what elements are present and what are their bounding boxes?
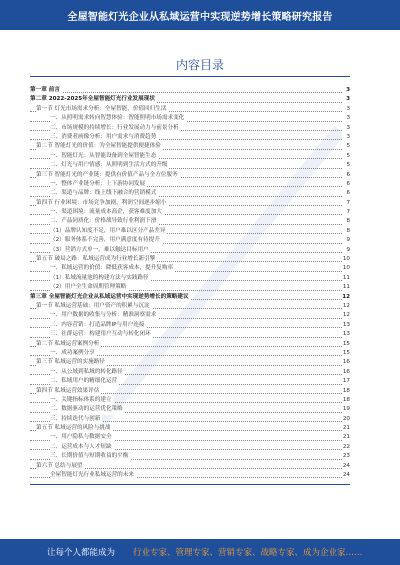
toc-entry[interactable] — [30, 199, 350, 208]
toc-entry[interactable] — [30, 227, 350, 236]
toc-entry-label: 第一章 前言 — [30, 86, 62, 95]
toc-entry[interactable] — [30, 330, 350, 339]
toc-entry-label: 二、数据驱动的运营优化策略 — [50, 405, 125, 414]
footer-slogan-right: 行业专家、管理专家、营销专家、战略专家、成为企业家…… — [133, 548, 363, 558]
toc-bottom-rule — [30, 484, 350, 485]
footer-bar — [0, 539, 400, 565]
toc-entry-page: 5 — [342, 152, 350, 161]
toc-entry-label: （1）私域流量池的构建方法与实践路径 — [50, 274, 151, 283]
toc-entry-page: 21 — [342, 433, 350, 442]
toc-entry[interactable] — [30, 387, 350, 396]
toc-entry-page: 3 — [342, 86, 350, 95]
toc-entry[interactable] — [30, 274, 350, 283]
toc-entry-label: 第三节 智能灯光的产业链：提供有价值产品与全方位服务 — [36, 171, 180, 180]
toc-entry[interactable] — [30, 433, 350, 442]
toc-entry[interactable] — [30, 415, 350, 424]
toc-entry-label: （3）营销方式单一，难以触达目标用户 — [50, 246, 151, 255]
toc-entry-label: 三、社群运营：构建用户互动与转化闭环 — [50, 330, 153, 339]
toc-entry[interactable] — [30, 152, 350, 161]
toc-entry[interactable] — [30, 86, 350, 95]
toc-entry-label: 一、用户隐私与数据安全 — [50, 433, 114, 442]
report-title: 全屋智能灯光企业从私域运营中实现逆势增长策略研究报告 — [67, 12, 333, 23]
toc-entry[interactable] — [30, 462, 350, 471]
toc-leader-dots — [30, 92, 342, 93]
toc-entry-page: 7 — [342, 208, 350, 217]
toc-entry[interactable] — [30, 142, 350, 151]
toc-entry[interactable] — [30, 349, 350, 358]
toc-entry-label: 二、渠道与品牌：线上线下融合的营销模式 — [50, 189, 158, 198]
toc-entry-label: 第四节 行业困境：市场竞争加剧，利润空间逐步缩小 — [36, 199, 168, 208]
toc-entry[interactable] — [30, 405, 350, 414]
toc-entry-label: 第二章 2022-2025年全屋智能灯光行业发展现状 — [30, 95, 157, 104]
toc-entry-page: 23 — [342, 452, 350, 461]
toc-entry-page: 24 — [342, 462, 350, 471]
toc-entry-label: 一、私域运营的价值：降低获客成本，提升复购率 — [50, 264, 175, 273]
toc-entry-page: 24 — [342, 471, 350, 480]
toc-entry-label: 第三节 私域运营的实施路径 — [36, 358, 107, 367]
toc-entry-page: 21 — [342, 424, 350, 433]
toc-entry[interactable] — [30, 340, 350, 349]
table-of-contents — [30, 86, 350, 480]
toc-entry-page: 10 — [342, 255, 350, 264]
toc-entry-label: （2）用户全生命周期管理策略 — [50, 283, 128, 292]
toc-entry-label: 一、渠道困境：流量成本高企，获客难度加大 — [50, 208, 164, 217]
toc-entry-label: 三、消费者画像分析：用户需求与消费趋势 — [50, 133, 158, 142]
toc-entry-label: 第一节 私域运营基础：用户资产的积累与沉淀 — [36, 302, 152, 311]
toc-entry[interactable] — [30, 358, 350, 367]
toc-entry-label: 一、关键指标体系的建立 — [50, 396, 114, 405]
toc-entry[interactable] — [30, 114, 350, 123]
toc-entry-page: 20 — [342, 415, 350, 424]
toc-entry-page: 3 — [342, 133, 350, 142]
toc-entry-page: 16 — [342, 358, 350, 367]
toc-entry-page: 15 — [342, 340, 350, 349]
toc-entry[interactable] — [30, 95, 350, 104]
header-bar — [0, 0, 400, 30]
footer-slogan-left: 让每个人都能成为 — [47, 548, 116, 558]
toc-entry[interactable] — [30, 105, 350, 114]
toc-entry-page: 11 — [342, 274, 350, 283]
toc-entry-label: 一、整体产业链分析：上下游协同发展 — [50, 180, 147, 189]
toc-entry-page: 8 — [342, 217, 350, 226]
toc-entry-label: 第六节 总结与展望 — [36, 462, 85, 471]
toc-entry-label: 二、灯光与用户情感：从照明到生活方式的升级 — [50, 161, 169, 170]
toc-entry-page: 5 — [342, 142, 350, 151]
toc-entry-label: 第四节 私域运营效果评估 — [36, 387, 101, 396]
toc-entry-page: 6 — [342, 171, 350, 180]
toc-entry-page: 9 — [342, 236, 350, 245]
toc-entry-page: 8 — [342, 227, 350, 236]
toc-entry-page: 22 — [342, 443, 350, 452]
toc-entry[interactable] — [30, 321, 350, 330]
toc-entry-label: 一、从公域到私域的转化路径 — [50, 368, 125, 377]
toc-entry-label: 二、内容营销：打造品牌IP与用户连接 — [50, 321, 147, 330]
toc-entry-label: 第一节 灯光市场需求分析：全屋智能，价值回归生活 — [36, 105, 168, 114]
toc-entry[interactable] — [30, 236, 350, 245]
toc-entry-label: 一、从照明需求转向智慧体验：智能照明市场需求变化 — [50, 114, 186, 123]
toc-entry-page: 13 — [342, 330, 350, 339]
toc-entry[interactable] — [30, 452, 350, 461]
toc-entry[interactable] — [30, 124, 350, 133]
toc-entry[interactable] — [30, 471, 350, 480]
toc-entry[interactable] — [30, 283, 350, 292]
toc-entry-page: 5 — [342, 161, 350, 170]
toc-entry-page: 19 — [342, 405, 350, 414]
toc-entry[interactable] — [30, 133, 350, 142]
toc-entry-page: 6 — [342, 189, 350, 198]
toc-entry[interactable] — [30, 424, 350, 433]
toc-entry-page: 3 — [342, 105, 350, 114]
toc-entry-page: 12 — [342, 293, 350, 302]
toc-entry-label: 一、用户数据的收集与分析：精准洞察需求 — [50, 311, 158, 320]
toc-entry[interactable] — [30, 264, 350, 273]
toc-entry-page: 18 — [342, 387, 350, 396]
toc-entry[interactable] — [30, 208, 350, 217]
toc-entry-page: 11 — [342, 283, 350, 292]
toc-entry-page: 15 — [342, 349, 350, 358]
toc-entry-page: 10 — [342, 264, 350, 273]
toc-entry-page: 12 — [342, 311, 350, 320]
toc-entry[interactable] — [30, 293, 350, 302]
toc-entry-page: 6 — [342, 180, 350, 189]
toc-entry-page: 9 — [342, 246, 350, 255]
toc-entry-page: 13 — [342, 321, 350, 330]
toc-entry-page: 16 — [342, 368, 350, 377]
toc-entry[interactable] — [30, 302, 350, 311]
toc-entry[interactable] — [30, 368, 350, 377]
toc-entry-page: 7 — [342, 199, 350, 208]
toc-entry-page: 3 — [342, 95, 350, 104]
toc-entry[interactable] — [30, 189, 350, 198]
toc-entry-page: 12 — [342, 302, 350, 311]
toc-entry-label: 第五节 破局之路：私域运营成为行业增长新引擎 — [36, 255, 157, 264]
toc-entry-label: 一、成功案例分享 — [50, 349, 97, 358]
toc-entry[interactable] — [30, 217, 350, 226]
toc-entry-label: （1）品牌认知度不足，用户难以区分产品差异 — [50, 227, 167, 236]
toc-entry-label: 全屋智能灯光行业私域运营的未来 — [50, 471, 136, 480]
toc-entry-label: 第二节 私域运营案例分析 — [36, 340, 101, 349]
toc-entry-page: 3 — [342, 114, 350, 123]
toc-entry-page: 18 — [342, 396, 350, 405]
toc-entry-label: 二、运营成本与人才短缺 — [50, 443, 114, 452]
toc-entry[interactable] — [30, 171, 350, 180]
toc-entry[interactable] — [30, 161, 350, 170]
toc-entry-label: 二、产品同质化：价格战导致行业利润下滑 — [50, 217, 158, 226]
toc-entry-label: 第三章 全屋智能灯光企业从私域运营中实现逆势增长的策略建议 — [30, 293, 191, 302]
toc-entry[interactable] — [30, 396, 350, 405]
toc-heading: 内容目录 — [175, 58, 224, 72]
toc-entry[interactable] — [30, 443, 350, 452]
toc-entry[interactable] — [30, 377, 350, 386]
toc-entry-label: 第二节 智能灯光的价值：为全屋智能提供便捷体验 — [36, 142, 163, 151]
toc-entry-label: 一、智能灯光：从智能设备到全屋智能生态 — [50, 152, 158, 161]
toc-entry[interactable] — [30, 255, 350, 264]
toc-top-rule — [30, 76, 350, 77]
toc-entry[interactable] — [30, 311, 350, 320]
toc-entry-label: 第五节 私域运营的风险与挑战 — [36, 424, 113, 433]
toc-entry-label: （2）服务体系不完善，用户满意度有待提升 — [50, 236, 162, 245]
toc-entry-label: 三、长期价值与短期收益的平衡 — [50, 452, 130, 461]
toc-entry[interactable] — [30, 246, 350, 255]
toc-entry-label: 三、持续迭代与创新 — [50, 415, 102, 424]
toc-entry-label: 二、私域用户的精细化运营 — [50, 377, 119, 386]
toc-entry[interactable] — [30, 180, 350, 189]
toc-entry-page: 3 — [342, 124, 350, 133]
toc-entry-page: 17 — [342, 377, 350, 386]
toc-entry-label: 二、市场规模的持续增长：行业发展动力与前景分析 — [50, 124, 181, 133]
